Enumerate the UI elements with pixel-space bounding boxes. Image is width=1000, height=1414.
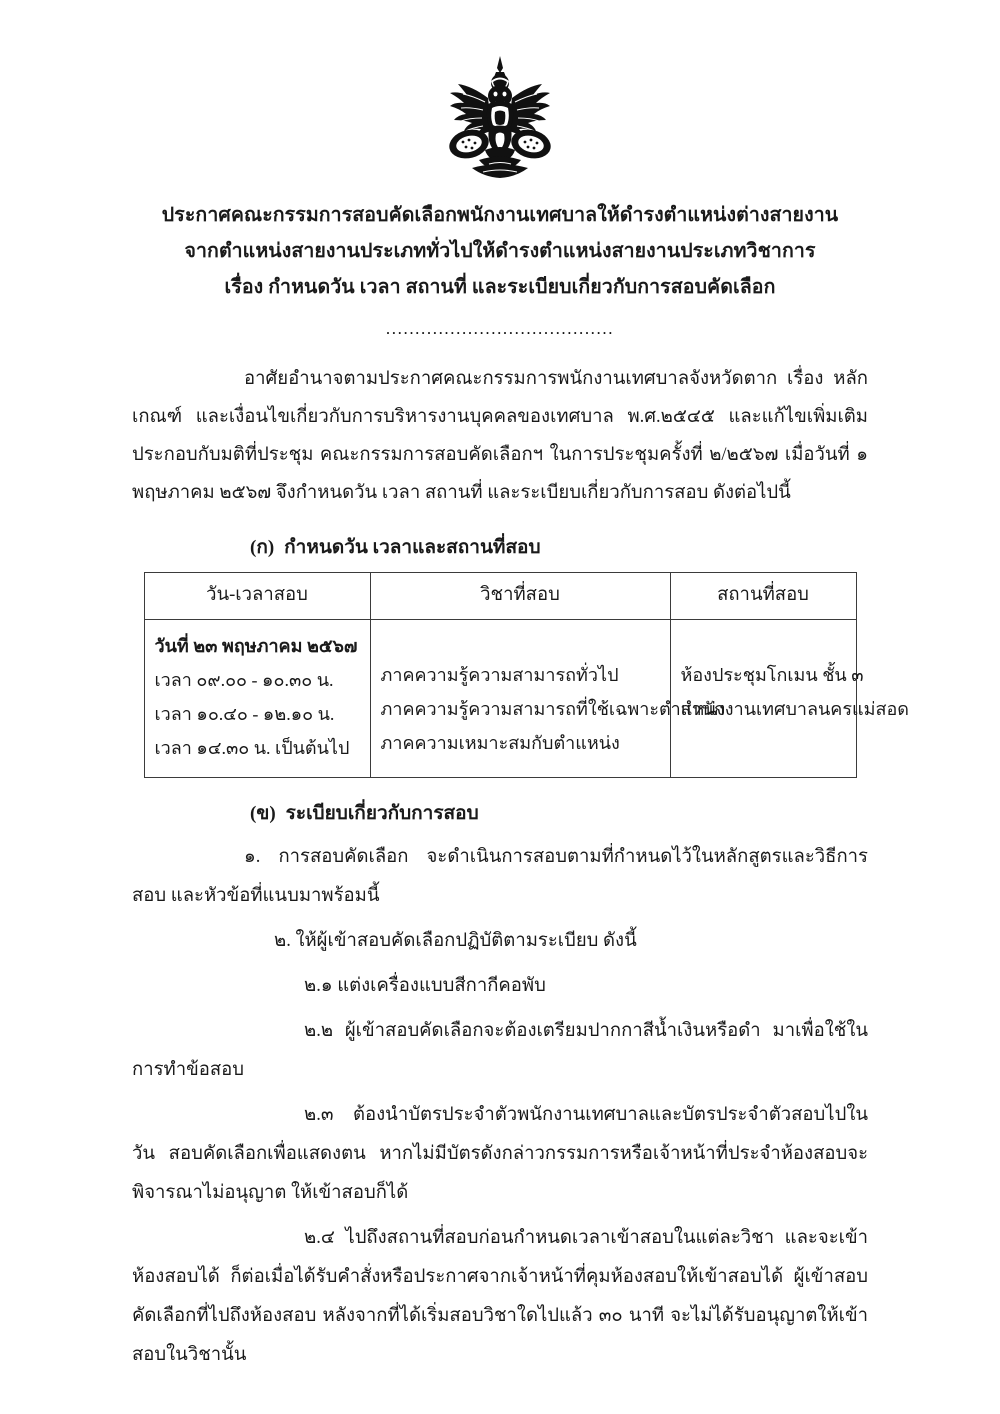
item-2	[132, 922, 868, 961]
item-1-line-2: และหัวข้อที่แนบมาพร้อมนี้	[170, 886, 380, 906]
section-b-title: ระเบียบเกี่ยวกับการสอบ	[285, 803, 479, 824]
subject-3: ภาคความเหมาะสมกับตำแหน่ง	[380, 733, 620, 753]
item-2-3-line-3: ให้เข้าสอบก็ได้	[290, 1183, 409, 1203]
item-2-3-line-1: ๒.๓ ต้องนำบัตรประจำตัวพนักงานเทศบาลและบัตรประจำตัวสอบไปในวัน	[132, 1105, 868, 1164]
header-subject: วิชาที่สอบ	[370, 573, 670, 620]
item-1-line-1: ๑. การสอบคัดเลือก จะดำเนินการสอบตามที่กำหนดไว้ในหลักสูตรและวิธีการสอบ	[132, 847, 868, 906]
section-a-label: (ก)	[250, 537, 275, 558]
item-2-1	[132, 967, 868, 1006]
preamble-line-3: คณะกรรมการสอบคัดเลือกฯ ในการประชุมครั้งที่ ๒/๒๕๖๗ เมื่อวันที่ ๑ พฤษภาคม ๒๕๖๗ จึงกำหนดวัน	[132, 445, 868, 503]
garuda-emblem	[441, 52, 559, 180]
exam-time-1: เวลา ๐๙.๐๐ - ๑๐.๓๐ น.	[154, 670, 334, 690]
venue-line-2: สำนักงานเทศบาลนครแม่สอด	[680, 699, 909, 719]
subject-2: ภาคความรู้ความสามารถที่ใช้เฉพาะตำแหน่ง	[380, 699, 726, 719]
cell-venue	[670, 620, 909, 778]
preamble-line-1: อาศัยอำนาจตามประกาศคณะกรรมการพนักงานเทศบาลจังหวัดตาก เรื่อง หลักเกณฑ์	[132, 369, 868, 427]
header-venue: สถานที่สอบ	[670, 573, 856, 620]
item-2-3-line-2: สอบคัดเลือกเพื่อแสดงตน หากไม่มีบัตรดังกล่าวกรรมการหรือเจ้าหน้าที่ประจำห้องสอบจะพิจารณาไม่อนุญาต	[132, 1144, 868, 1203]
item-2-3	[132, 1096, 868, 1213]
title-line-1: ประกาศคณะกรรมการสอบคัดเลือกพนักงานเทศบาลให้ดำรงตำแหน่งต่างสายงาน	[161, 205, 839, 226]
dotted-separator: .......................................	[385, 319, 615, 338]
header-datetime: วัน-เวลาสอบ	[144, 573, 370, 620]
section-a-heading	[132, 532, 868, 562]
item-2-4	[132, 1219, 868, 1375]
table-header-row	[144, 573, 856, 620]
cell-datetime	[144, 620, 370, 778]
item-2-1-line-1: ๒.๑ แต่งเครื่องแบบสีกากีคอพับ	[304, 976, 546, 996]
subject-1: ภาคความรู้ความสามารถทั่วไป	[380, 665, 619, 685]
emblem-container	[132, 0, 868, 192]
section-b-heading	[132, 798, 868, 828]
table-row	[144, 620, 856, 778]
item-2-4-line-2: ก็ต่อเมื่อได้รับคำสั่งหรือประกาศจากเจ้าหน้าที่คุมห้องสอบให้เข้าสอบได้ ผู้เข้าสอบคัดเลือกที่ไปถึงห้องสอบ	[132, 1267, 868, 1326]
venue-line-1: ห้องประชุมโกเมน ชั้น ๓	[680, 665, 864, 685]
exam-time-2: เวลา ๑๐.๔๐ - ๑๒.๑๐ น.	[154, 704, 335, 724]
item-2-2-line-1: ๒.๒ ผู้เข้าสอบคัดเลือกจะต้องเตรียมปากกาสีน้ำเงินหรือดำ มาเพื่อใช้ในการทำข้อสอบ	[132, 1021, 868, 1080]
document-title	[132, 198, 868, 338]
section-b-label: (ข)	[250, 803, 276, 824]
item-1	[132, 838, 868, 916]
item-2-line-1: ๒. ให้ผู้เข้าสอบคัดเลือกปฏิบัติตามระเบียบ ดังนี้	[274, 931, 637, 951]
exam-time-3: เวลา ๑๔.๓๐ น. เป็นต้นไป	[154, 738, 350, 758]
exam-schedule-table	[144, 572, 909, 778]
preamble-line-2: และเงื่อนไขเกี่ยวกับการบริหารงานบุคคลของเทศบาล พ.ศ.๒๕๔๕ และแก้ไขเพิ่มเติม ประกอบกับมติที่ประชุม	[132, 407, 869, 465]
preamble-paragraph	[132, 360, 868, 512]
cell-subjects	[370, 620, 726, 778]
item-2-4-line-1: ๒.๔ ไปถึงสถานที่สอบก่อนกำหนดเวลาเข้าสอบในแต่ละวิชา และจะเข้าห้องสอบได้	[132, 1228, 868, 1287]
title-line-2: จากตำแหน่งสายงานประเภททั่วไปให้ดำรงตำแหน่งสายงานประเภทวิชาการ	[184, 241, 816, 262]
exam-date: วันที่ ๒๓ พฤษภาคม ๒๕๖๗	[154, 636, 358, 656]
item-2-2	[132, 1012, 868, 1090]
regulations-list	[132, 838, 868, 1375]
item-2-4-line-3: หลังจากที่ได้เริ่มสอบวิชาใดไปแล้ว ๓๐ นาที จะไม่ได้รับอนุญาตให้เข้าสอบในวิชานั้น	[132, 1306, 868, 1365]
preamble-line-4: เวลา สถานที่ และระเบียบเกี่ยวกับการสอบ ดังต่อไปนี้	[381, 483, 791, 503]
title-line-3: เรื่อง กำหนดวัน เวลา สถานที่ และระเบียบเกี่ยวกับการสอบคัดเลือก	[224, 277, 776, 298]
section-a-title: กำหนดวัน เวลาและสถานที่สอบ	[284, 537, 541, 558]
